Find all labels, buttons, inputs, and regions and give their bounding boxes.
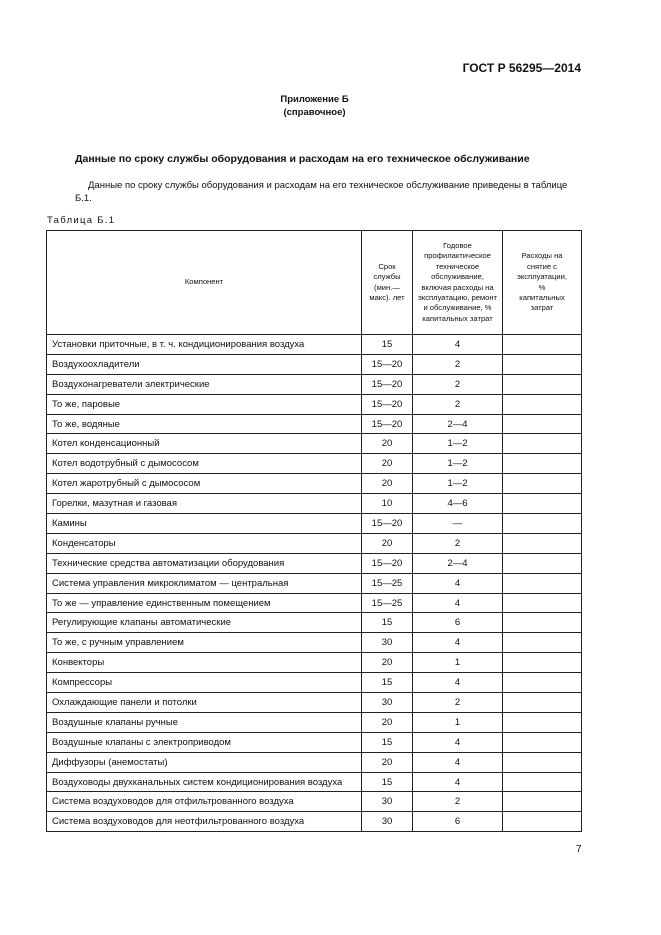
cell-maintenance: 4 xyxy=(413,573,503,593)
cell-component: Система воздуховодов для неотфильтрованного воздуха xyxy=(47,812,362,832)
table-row xyxy=(47,673,582,693)
cell-component: Установки приточные, в т. ч. кондиционирования воздуха xyxy=(47,335,362,355)
table-row xyxy=(47,613,582,633)
table-row xyxy=(47,474,582,494)
cell-removal xyxy=(503,514,582,534)
cell-lifetime: 20 xyxy=(362,712,413,732)
cell-removal xyxy=(503,693,582,713)
table-row xyxy=(47,335,582,355)
cell-component: Компрессоры xyxy=(47,673,362,693)
header-removal: Расходы на снятие с эксплуатации, % капитальных затрат xyxy=(503,231,582,335)
cell-maintenance: 4 xyxy=(413,752,503,772)
table-row xyxy=(47,434,582,454)
page-number: 7 xyxy=(576,844,582,855)
table-caption: Таблица Б.1 xyxy=(47,215,116,226)
cell-maintenance: 2—4 xyxy=(413,553,503,573)
cell-maintenance: 6 xyxy=(413,613,503,633)
cell-lifetime: 15 xyxy=(362,335,413,355)
cell-removal xyxy=(503,553,582,573)
cell-maintenance: 2 xyxy=(413,394,503,414)
table-row xyxy=(47,653,582,673)
table-row xyxy=(47,394,582,414)
table-row xyxy=(47,454,582,474)
annex-title: Приложение Б xyxy=(280,94,349,105)
cell-lifetime: 20 xyxy=(362,653,413,673)
cell-lifetime: 15—20 xyxy=(362,514,413,534)
cell-component: Воздушные клапаны с электроприводом xyxy=(47,732,362,752)
cell-component: Горелки, мазутная и газовая xyxy=(47,494,362,514)
cell-lifetime: 15—20 xyxy=(362,354,413,374)
cell-removal xyxy=(503,772,582,792)
cell-removal xyxy=(503,394,582,414)
cell-maintenance: 1 xyxy=(413,653,503,673)
cell-maintenance: 1 xyxy=(413,712,503,732)
cell-lifetime: 20 xyxy=(362,474,413,494)
table-row xyxy=(47,732,582,752)
table-row xyxy=(47,593,582,613)
cell-lifetime: 30 xyxy=(362,792,413,812)
table-row xyxy=(47,792,582,812)
cell-maintenance: 4—6 xyxy=(413,494,503,514)
cell-maintenance: 4 xyxy=(413,772,503,792)
cell-removal xyxy=(503,474,582,494)
cell-removal xyxy=(503,593,582,613)
cell-removal xyxy=(503,533,582,553)
table-row xyxy=(47,633,582,653)
table-row xyxy=(47,573,582,593)
cell-component: То же — управление единственным помещением xyxy=(47,593,362,613)
cell-removal xyxy=(503,434,582,454)
intro-text: Данные по сроку службы оборудования и расходам на его техническое обслуживание приведены в таблице Б.1. xyxy=(75,180,568,204)
table-row xyxy=(47,494,582,514)
cell-removal xyxy=(503,712,582,732)
cell-component: То же, с ручным управлением xyxy=(47,633,362,653)
cell-lifetime: 15 xyxy=(362,613,413,633)
cell-lifetime: 20 xyxy=(362,434,413,454)
table-row xyxy=(47,812,582,832)
cell-removal xyxy=(503,633,582,653)
cell-component: Регулирующие клапаны автоматические xyxy=(47,613,362,633)
cell-removal xyxy=(503,732,582,752)
table-row xyxy=(47,553,582,573)
cell-lifetime: 15—25 xyxy=(362,573,413,593)
cell-maintenance: 2 xyxy=(413,354,503,374)
cell-maintenance: 2 xyxy=(413,792,503,812)
cell-component: Воздушные клапаны ручные xyxy=(47,712,362,732)
cell-component: Конвекторы xyxy=(47,653,362,673)
cell-lifetime: 30 xyxy=(362,812,413,832)
cell-removal xyxy=(503,354,582,374)
cell-lifetime: 15—25 xyxy=(362,593,413,613)
cell-lifetime: 15—20 xyxy=(362,394,413,414)
cell-component: Охлаждающие панели и потолки xyxy=(47,693,362,713)
cell-maintenance: 2 xyxy=(413,374,503,394)
cell-component: Конденсаторы xyxy=(47,533,362,553)
cell-lifetime: 15 xyxy=(362,732,413,752)
cell-removal xyxy=(503,673,582,693)
cell-removal xyxy=(503,494,582,514)
annex-heading xyxy=(0,93,629,119)
table-row xyxy=(47,374,582,394)
equipment-lifetime-table xyxy=(46,230,582,832)
cell-component: То же, паровые xyxy=(47,394,362,414)
cell-removal xyxy=(503,573,582,593)
cell-maintenance: — xyxy=(413,514,503,534)
cell-lifetime: 20 xyxy=(362,752,413,772)
cell-lifetime: 10 xyxy=(362,494,413,514)
cell-maintenance: 4 xyxy=(413,673,503,693)
cell-lifetime: 30 xyxy=(362,693,413,713)
cell-component: Котел водотрубный с дымососом xyxy=(47,454,362,474)
table-row xyxy=(47,533,582,553)
cell-maintenance: 2—4 xyxy=(413,414,503,434)
document-standard-number: ГОСТ Р 56295—2014 xyxy=(462,61,581,75)
cell-component: То же, водяные xyxy=(47,414,362,434)
cell-removal xyxy=(503,792,582,812)
cell-removal xyxy=(503,335,582,355)
cell-component: Система управления микроклиматом — центральная xyxy=(47,573,362,593)
cell-lifetime: 15 xyxy=(362,673,413,693)
cell-maintenance: 1—2 xyxy=(413,474,503,494)
table-row xyxy=(47,712,582,732)
table-row xyxy=(47,772,582,792)
header-lifetime: Срок службы (мин.— макс). лет xyxy=(362,231,413,335)
table-row xyxy=(47,693,582,713)
cell-component: Система воздуховодов для отфильтрованного воздуха xyxy=(47,792,362,812)
cell-lifetime: 15—20 xyxy=(362,374,413,394)
cell-removal xyxy=(503,613,582,633)
section-title: Данные по сроку службы оборудования и расходам на его техническое обслуживание xyxy=(75,153,530,165)
cell-removal xyxy=(503,653,582,673)
cell-maintenance: 4 xyxy=(413,732,503,752)
cell-removal xyxy=(503,374,582,394)
cell-maintenance: 2 xyxy=(413,693,503,713)
table-row xyxy=(47,354,582,374)
cell-removal xyxy=(503,812,582,832)
intro-paragraph xyxy=(75,179,581,205)
table-row xyxy=(47,514,582,534)
table-body xyxy=(47,335,582,832)
table-row xyxy=(47,752,582,772)
cell-maintenance: 4 xyxy=(413,633,503,653)
cell-removal xyxy=(503,752,582,772)
cell-component: Котел жаротрубный с дымососом xyxy=(47,474,362,494)
cell-maintenance: 2 xyxy=(413,533,503,553)
cell-maintenance: 1—2 xyxy=(413,434,503,454)
table-row xyxy=(47,414,582,434)
cell-component: Технические средства автоматизации оборудования xyxy=(47,553,362,573)
cell-component: Воздухонагреватели электрические xyxy=(47,374,362,394)
cell-component: Камины xyxy=(47,514,362,534)
cell-maintenance: 4 xyxy=(413,593,503,613)
cell-lifetime: 15—20 xyxy=(362,553,413,573)
cell-lifetime: 20 xyxy=(362,454,413,474)
cell-lifetime: 15—20 xyxy=(362,414,413,434)
cell-lifetime: 30 xyxy=(362,633,413,653)
cell-component: Котел конденсационный xyxy=(47,434,362,454)
cell-component: Воздухоохладители xyxy=(47,354,362,374)
cell-removal xyxy=(503,454,582,474)
cell-removal xyxy=(503,414,582,434)
cell-maintenance: 1—2 xyxy=(413,454,503,474)
cell-component: Диффузоры (анемостаты) xyxy=(47,752,362,772)
table-header-row xyxy=(47,231,582,335)
header-maintenance: Годовое профилактическое техническое обслуживание, включая расходы на эксплуатацию, ремонт и обслуживание, % капитальных затрат xyxy=(413,231,503,335)
cell-component: Воздуховоды двухканальных систем кондиционирования воздуха xyxy=(47,772,362,792)
cell-lifetime: 20 xyxy=(362,533,413,553)
cell-maintenance: 4 xyxy=(413,335,503,355)
cell-lifetime: 15 xyxy=(362,772,413,792)
cell-maintenance: 6 xyxy=(413,812,503,832)
header-component: Компонент xyxy=(47,231,362,335)
annex-subtitle: (справочное) xyxy=(283,107,346,118)
